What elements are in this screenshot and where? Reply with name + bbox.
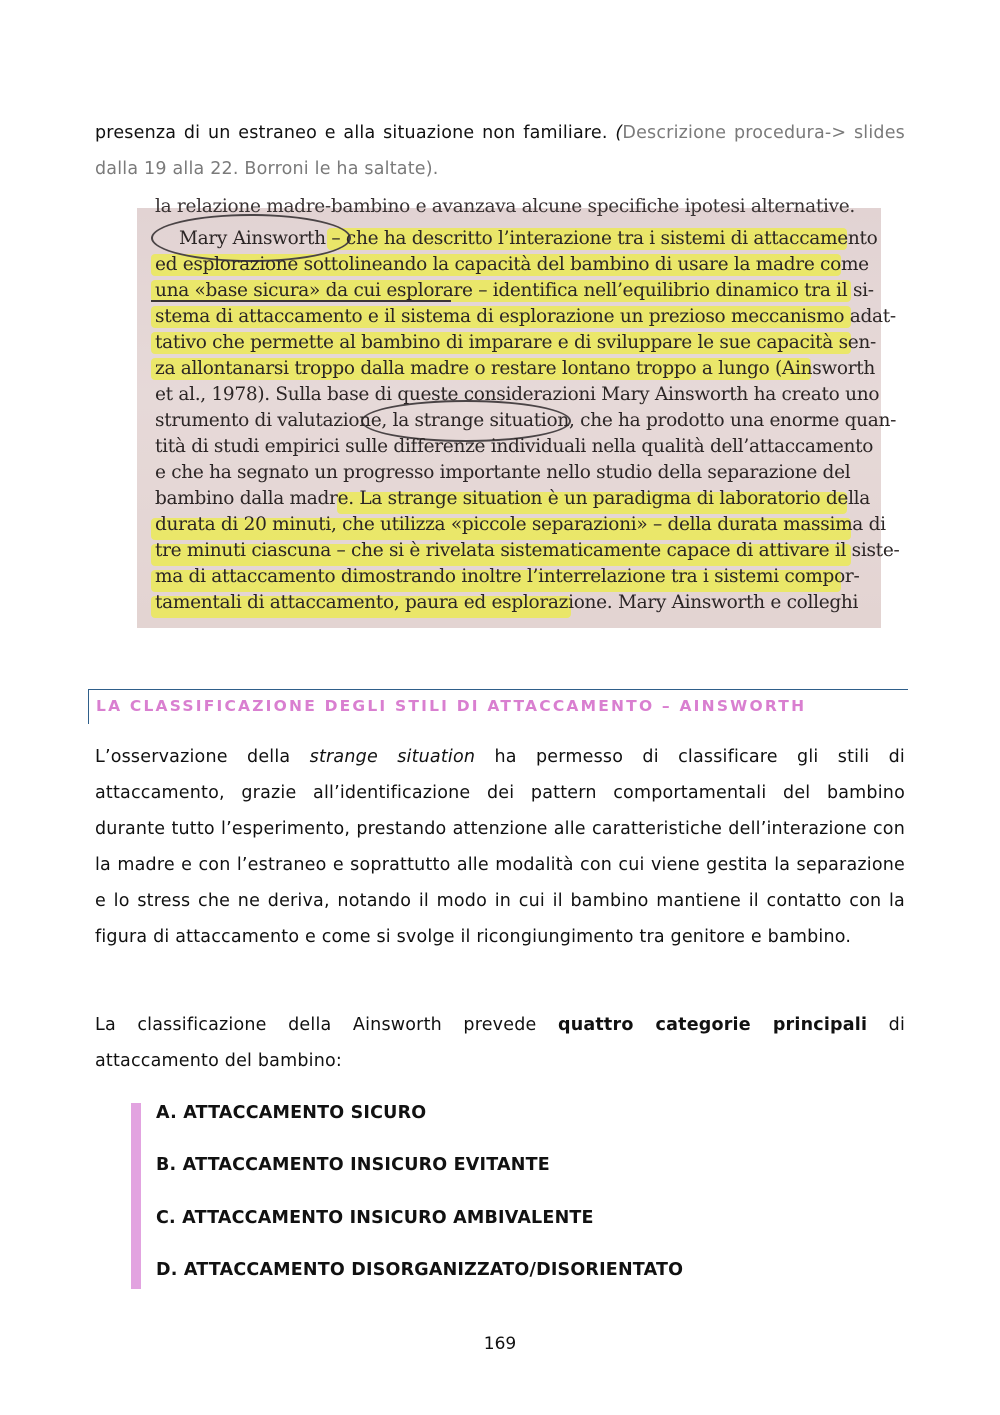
para1-italic: strange situation: [309, 747, 476, 767]
book-line: bambino dalla madre. La strange situation è un paradigma di laboratorio della: [155, 488, 871, 509]
section-heading: [88, 689, 908, 724]
book-line: una «base sicura» da cui esplorare – identifica nell’equilibrio dinamico tra il si-: [155, 280, 874, 301]
para2-post: di attaccamento del bambino:: [95, 1015, 906, 1071]
para1-pre: L’osservazione della: [95, 747, 310, 767]
book-line: tre minuti ciascuna – che si è rivelata sistematicamente capace di attivare il siste-: [155, 540, 900, 561]
intro-paragraph: [95, 115, 905, 187]
book-line: tità di studi empirici sulle differenze individuali nella qualità dell’attaccamento: [155, 436, 874, 457]
page-number: 169: [483, 1334, 517, 1354]
classification-paragraph: [95, 739, 905, 955]
attachment-categories-list: [131, 1103, 841, 1289]
book-line: durata di 20 minuti, che utilizza «piccole separazioni» – della durata massima di: [155, 514, 886, 535]
book-line: et al., 1978). Sulla base di queste considerazioni Mary Ainsworth ha creato uno: [155, 384, 880, 405]
para2-bold: quattro categorie principali: [557, 1015, 868, 1035]
book-line: Mary Ainsworth – che ha descritto l’interazione tra i sistemi di attaccamento: [179, 228, 878, 249]
list-item: D. ATTACCAMENTO DISORGANIZZATO/DISORIENTATO: [156, 1260, 684, 1280]
book-line: e che ha segnato un progresso importante nello studio della separazione del: [155, 462, 851, 483]
book-line: tativo che permette al bambino di imparare e di sviluppare le sue capacità sen-: [155, 332, 876, 353]
list-item: A. ATTACCAMENTO SICURO: [156, 1103, 427, 1123]
para1-post: ha permesso di classificare gli stili di attaccamento, grazie all’identificazione dei pattern comportamentali del bambino durante tutto l’esperimento, prestando attenzione alle caratteristiche dell’interazione con la madre e con l’estraneo e soprattutto alle modalità con cui viene gestita la separazione e lo stress che ne deriva, notando il modo in cui il bambino mantiene il contatto con la figura di attaccamento e come si svolge il ricongiungimento tra genitore e bambino.: [95, 747, 905, 947]
list-item: C. ATTACCAMENTO INSICURO AMBIVALENTE: [156, 1208, 594, 1228]
book-line: tamentali di attaccamento, paura ed esplorazione. Mary Ainsworth e colleghi: [155, 592, 859, 613]
book-line: ed esplorazione sottolineando la capacità del bambino di usare la madre come: [155, 254, 869, 275]
book-page-photo: [137, 196, 900, 628]
list-item: B. ATTACCAMENTO INSICURO EVITANTE: [156, 1155, 550, 1175]
book-line: ma di attaccamento dimostrando inoltre l’interrelazione tra i sistemi compor-: [155, 566, 860, 587]
intro-text: presenza di un estraneo e alla situazione non familiare.: [95, 123, 616, 143]
book-line: stema di attaccamento e il sistema di esplorazione un prezioso meccanismo adat-: [155, 306, 896, 327]
intro-paren: (: [615, 123, 623, 143]
book-line: strumento di valutazione, la strange situation, che ha prodotto una enorme quan-: [155, 410, 897, 431]
para2-pre: La classificazione della Ainsworth prevede: [95, 1015, 558, 1035]
intro-note: Descrizione procedura-> slides dalla 19 alla 22. Borroni le ha saltate).: [95, 123, 905, 179]
categories-paragraph: [95, 1007, 905, 1079]
book-line-cut: la relazione madre-bambino e avanzava alcune specifiche ipotesi alternative.: [155, 196, 855, 217]
section-title: LA CLASSIFICAZIONE DEGLI STILI DI ATTACCAMENTO – AINSWORTH: [96, 697, 807, 715]
book-line: za allontanarsi troppo dalla madre o restare lontano troppo a lungo (Ainsworth: [155, 358, 876, 379]
